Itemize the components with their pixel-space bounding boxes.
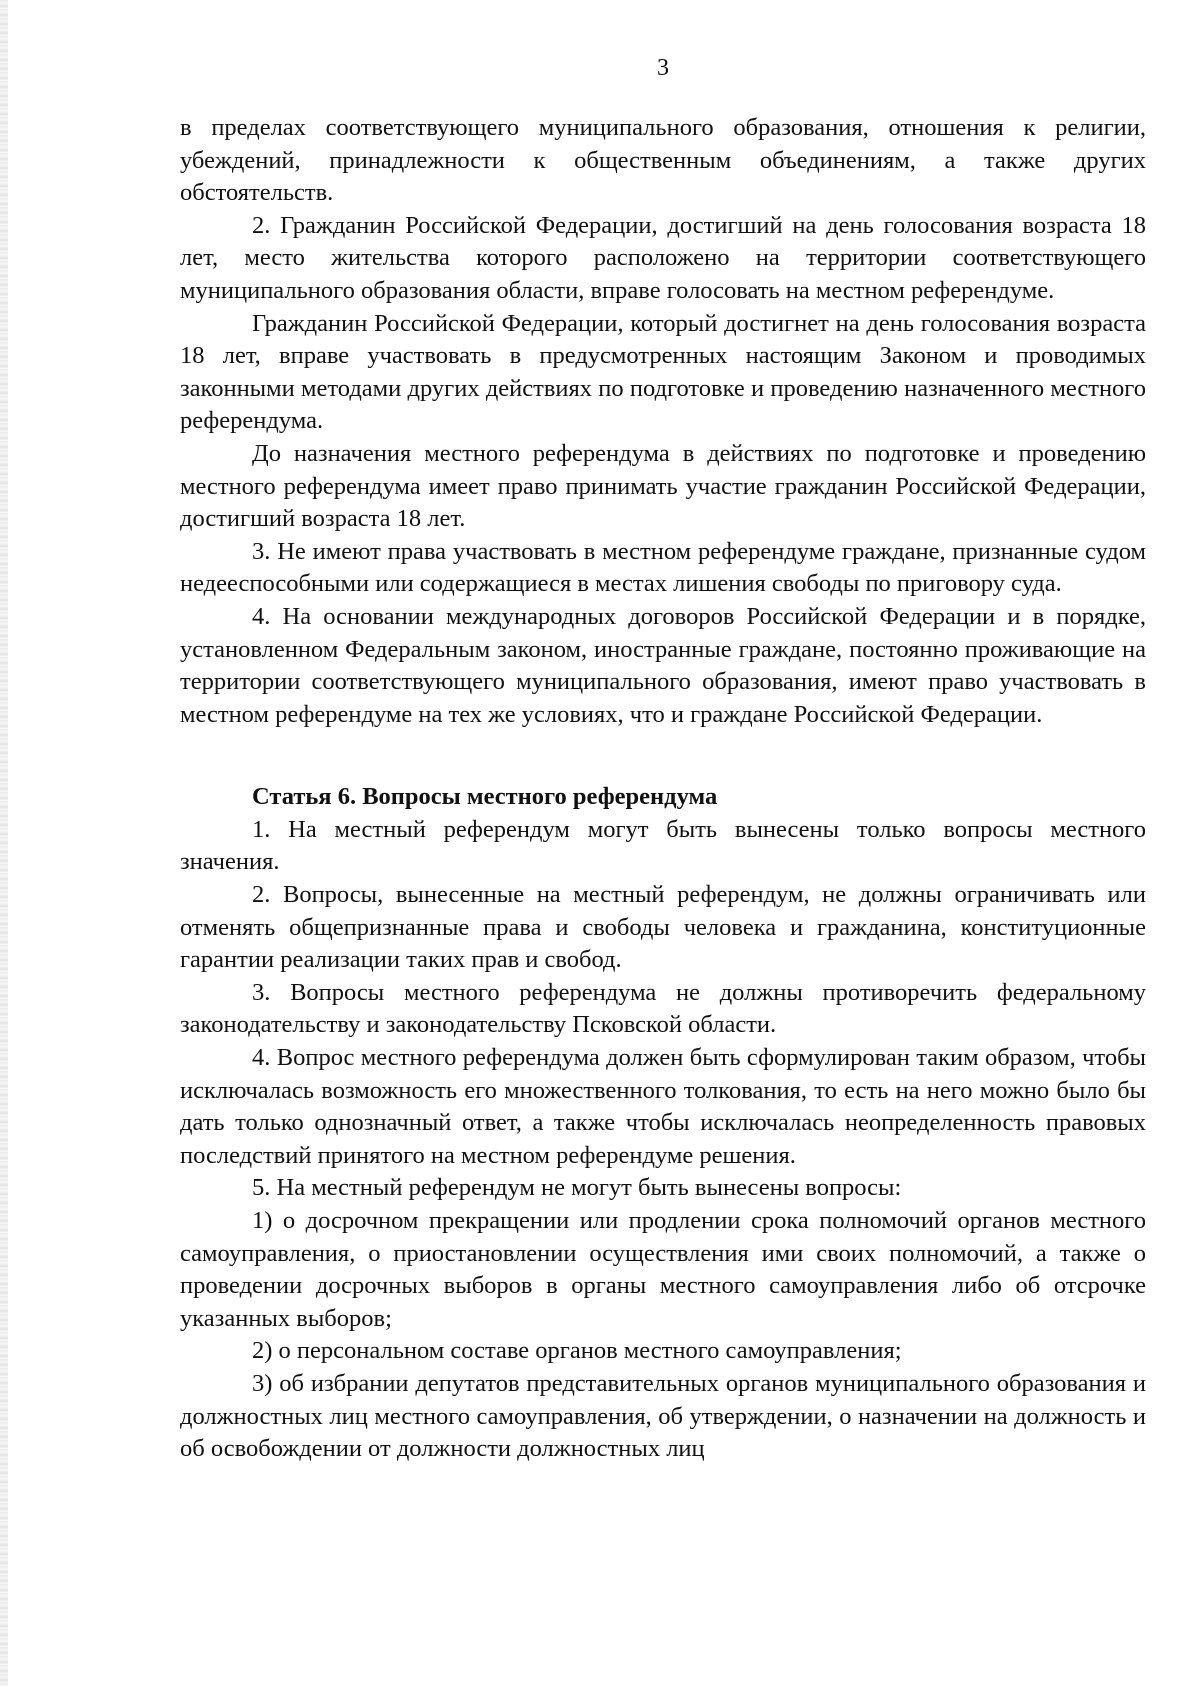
scan-edge [0, 0, 8, 1686]
paragraph: 3. Вопросы местного референдума не должны противоречить федеральному законодательству и законодательству Псковской области. [180, 978, 1146, 1039]
article-heading: Статья 6. Вопросы местного референдума [252, 783, 718, 811]
list-item: 1) о досрочном прекращении или продлении срока полномочий органов местного самоуправления, о приостановлении осуществления ими своих полномочий, а также о проведении досрочных выборов в органы местного самоуправления либо об отсрочке указанных выборов; [180, 1207, 1146, 1332]
paragraph: 2. Гражданин Российской Федерации, достигший на день голосования возраста 18 лет, место жительства которого расположено на территории соответствующего муниципального образования области, вправе голосовать на местном референдуме. [180, 211, 1146, 304]
list-item: 2) о персональном составе органов местного самоуправления; [252, 1337, 902, 1365]
paragraph: 5. На местный референдум не могут быть вынесены вопросы: [252, 1174, 902, 1202]
paragraph: 4. Вопрос местного референдума должен быть сформулирован таким образом, чтобы исключалась возможность его множественного толкования, то есть на него можно было бы дать только однозначный ответ, а также чтобы исключалась неопределенность правовых последствий принятого на местном референдуме решения. [180, 1044, 1146, 1169]
paragraph: 3. Не имеют права участвовать в местном референдуме граждане, признанные судом недееспособными или содержащиеся в местах лишения свободы по приговору суда. [180, 537, 1146, 598]
list-item: 3) об избрании депутатов представительных органов муниципального образования и должностных лиц местного самоуправления, об утверждении, о назначении на должность и об освобождении от должности должностных лиц [180, 1369, 1146, 1463]
paragraph: Гражданин Российской Федерации, который достигнет на день голосования возраста 18 лет, вправе участвовать в предусмотренных настоящим Законом и проводимых законными методами других действиях по подготовке и проведению назначенного местного референдума. [180, 309, 1146, 435]
document-body [180, 112, 1146, 1466]
paragraph: До назначения местного референдума в действиях по подготовке и проведению местного референдума имеет право принимать участие гражданин Российской Федерации, достигший возраста 18 лет. [180, 439, 1146, 533]
paragraph: в пределах соответствующего муниципального образования, отношения к религии, убеждений, принадлежности к общественным объединениям, а также других обстоятельств. [180, 114, 1146, 207]
paragraph: 4. На основании международных договоров Российской Федерации и в порядке, установленном Федеральным законом, иностранные граждане, постоянно проживающие на территории соответствующего муниципального образования, имеют право участвовать в местном референдуме на тех же условиях, что и граждане Российской Федерации. [180, 602, 1146, 728]
paragraph: 2. Вопросы, вынесенные на местный референдум, не должны ограничивать или отменять общепризнанные права и свободы человека и гражданина, конституционные гарантии реализации таких прав и свобод. [180, 881, 1146, 974]
paragraph: 1. На местный референдум могут быть вынесены только вопросы местного значения. [180, 815, 1146, 876]
page-number: 3 [657, 55, 669, 81]
